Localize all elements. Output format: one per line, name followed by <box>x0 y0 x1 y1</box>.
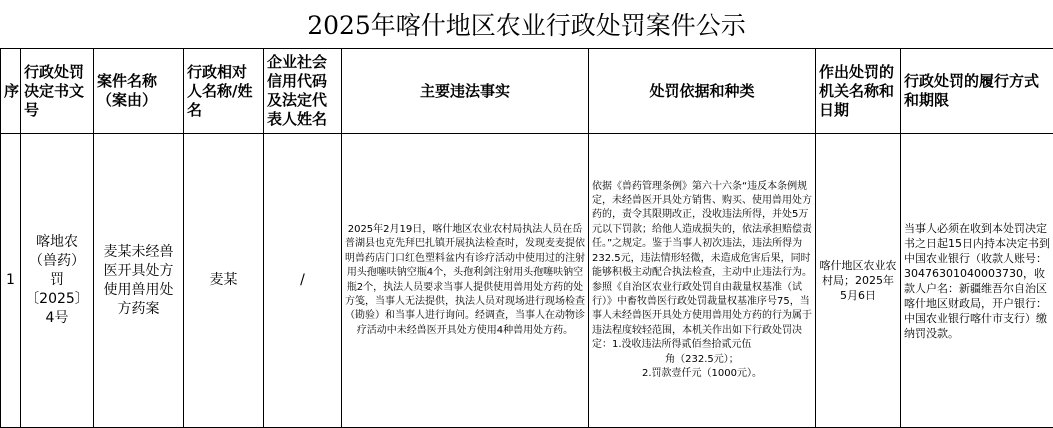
cell-facts: 2025年2月19日，喀什地区农业农村局执法人员在岳普湖县也克先拜巴扎镇开展执法检查时，发现麦麦提依明兽药店门口红色塑料盆内有诊疗活动中使用过的注射用头孢噻呋钠空瓶4个，头孢利剑注射用头孢噻呋钠空瓶2个，执法人员要求当事人提供使用兽用处方药的处方笺，当事人无法提供，执法人员对现场进行现场检查（勘验）和当事人进行询问。经调查，当事人在动物诊疗活动中未经兽医开具处方使用4种兽用处方药。 <box>342 134 589 428</box>
header-credit-code: 企业社会信用代码及法定代表人姓名 <box>264 49 342 134</box>
penalty-table <box>0 48 1053 428</box>
header-seq: 序 <box>1 49 21 134</box>
header-party: 行政相对人名称/姓名 <box>184 49 264 134</box>
basis-main-text: 依据《兽药管理条例》第六十六条“违反本条例规定，未经兽医开具处方销售、购买、使用兽用处方药的，责令其限期改正，没收违法所得，并处5万元以下罚款；给他人造成损失的，依法承担赔偿责任。”之规定。鉴于当事人初次违法，违法所得为232.5元，违法情形轻微，未造成危害后果，同时能够积极主动配合执法检查，主动中止违法行为。参照《自治区农业行政处罚自由裁量权基准（试行）》中畜牧兽医行政处罚裁量权基准序号75，当事人未经兽医开具处方使用兽用处方药的行为属于违法程度较轻范围，本机关作出如下行政处罚决定：1.没收违法所得贰佰叁拾贰元伍 <box>592 180 812 351</box>
cell-doc-no: 喀地农（兽药）罚〔2025〕4号 <box>21 134 94 428</box>
cell-party: 麦某 <box>184 134 264 428</box>
header-performance: 行政处罚的履行方式和期限 <box>901 49 1053 134</box>
header-doc-no: 行政处罚决定书文号 <box>21 49 94 134</box>
header-basis: 处罚依据和种类 <box>589 49 816 134</box>
cell-authority: 喀什地区农业农村局；2025年5月6日 <box>816 134 901 428</box>
cell-seq: 1 <box>1 134 21 428</box>
header-case-name: 案件名称（案由） <box>94 49 184 134</box>
header-row <box>1 49 1053 134</box>
cell-performance: 当事人必须在收到本处罚决定书之日起15日内持本决定书到中国农业银行（收款人账号：30476301040003730，收款人户名：新疆维吾尔自治区喀什地区财政局，开户银行：中国农业银行喀什市支行）缴纳罚没款。 <box>901 134 1053 428</box>
cell-basis <box>589 134 816 428</box>
basis-item-1-continued: 角（232.5元）； <box>665 353 739 365</box>
header-authority: 作出处罚的机关名称和日期 <box>816 49 901 134</box>
basis-item-2: 2.罚款壹仟元（1000元）。 <box>642 367 762 379</box>
cell-credit-code: / <box>264 134 342 428</box>
page-title: 2025年喀什地区农业行政处罚案件公示 <box>307 11 746 40</box>
header-facts: 主要违法事实 <box>342 49 589 134</box>
cell-case-name: 麦某未经兽医开具处方使用兽用处方药案 <box>94 134 184 428</box>
table-row <box>1 134 1053 428</box>
